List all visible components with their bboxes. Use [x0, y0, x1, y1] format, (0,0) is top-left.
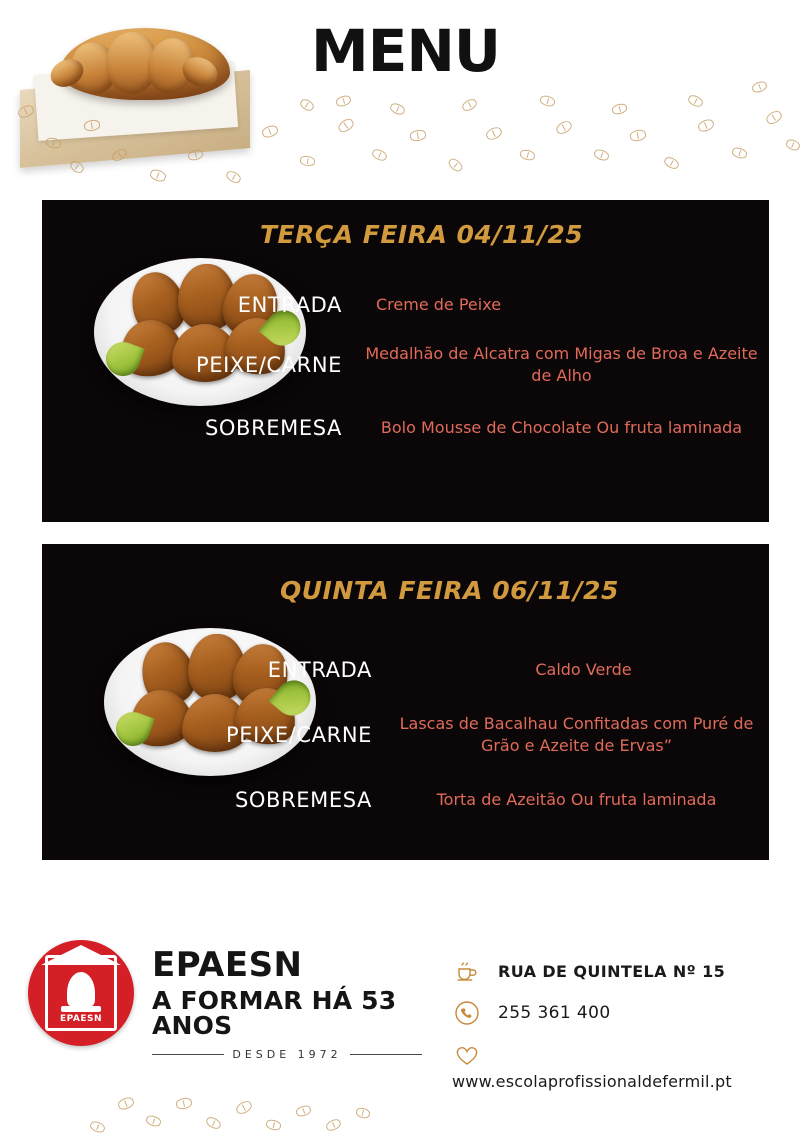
- course-label: SOBREMESA: [205, 416, 342, 440]
- day-title: TERÇA FEIRA 04/11/25: [260, 220, 584, 249]
- day-panel-terca: [42, 200, 769, 522]
- course-value: Creme de Peixe: [376, 295, 502, 315]
- contact-heart-row: [452, 1034, 792, 1076]
- brand-tagline: A FORMAR HÁ 53 ANOS: [152, 986, 397, 1040]
- course-value: Caldo Verde: [535, 660, 632, 680]
- course-value: Torta de Azeitão Ou fruta laminada: [436, 790, 717, 810]
- coffee-bean-icon: [663, 155, 681, 171]
- coffee-cup-icon: [452, 956, 482, 986]
- page-title: MENU: [311, 17, 500, 85]
- day-panel-quinta: [42, 544, 769, 860]
- coffee-bean-icon: [484, 125, 503, 142]
- coffee-bean-icon: [225, 169, 243, 185]
- divider-left: [152, 1054, 224, 1055]
- course-label: PEIXE/CARNE: [195, 353, 342, 377]
- coffee-bean-icon: [785, 138, 802, 153]
- coffee-bean-icon: [298, 97, 315, 113]
- coffee-bean-icon: [371, 147, 389, 162]
- phone-icon: [452, 998, 482, 1028]
- coffee-bean-icon: [325, 1117, 343, 1133]
- menu-rows: [192, 282, 767, 460]
- coffee-bean-icon: [461, 97, 479, 113]
- coffee-bean-icon: [336, 116, 355, 134]
- menu-rows: [192, 644, 767, 832]
- coffee-bean-icon: [629, 128, 647, 142]
- brand-since-row: [152, 1048, 422, 1061]
- coffee-bean-icon: [764, 109, 783, 127]
- page-header: [0, 0, 811, 190]
- logo-roof-icon: [41, 945, 121, 965]
- coffee-bean-icon: [89, 1120, 107, 1135]
- epaesn-logo: [28, 940, 134, 1046]
- menu-row: [192, 334, 767, 396]
- coffee-bean-icon: [389, 101, 407, 116]
- coffee-bean-icon: [687, 93, 705, 109]
- divider-right: [350, 1054, 422, 1055]
- coffee-bean-icon: [697, 117, 716, 133]
- coffee-bean-icon: [295, 1104, 312, 1118]
- brand-block: [152, 945, 422, 1061]
- logo-wordmark: EPAESN: [59, 1014, 103, 1024]
- coffee-bean-icon: [751, 80, 769, 95]
- course-value: Lascas de Bacalhau Confitadas com Puré de Grão e Azeite de Ervas”: [399, 714, 754, 755]
- page-footer: [0, 920, 811, 1147]
- menu-row: [192, 644, 767, 696]
- coffee-bean-icon: [299, 155, 316, 167]
- logo-bell-icon: [67, 972, 95, 1006]
- coffee-bean-icon: [355, 1106, 371, 1119]
- coffee-bean-icon: [234, 1099, 253, 1117]
- coffee-bean-icon: [175, 1096, 193, 1110]
- contact-address-row: [452, 950, 792, 992]
- coffee-bean-icon: [539, 94, 556, 108]
- menu-row: [192, 774, 767, 826]
- course-label: ENTRADA: [267, 658, 372, 682]
- logo-house-icon: [45, 955, 117, 1031]
- brand-name: EPAESN: [152, 945, 303, 985]
- coffee-bean-icon: [593, 148, 611, 163]
- coffee-bean-icon: [447, 156, 465, 173]
- coffee-bean-icon: [409, 129, 427, 143]
- day-title: QUINTA FEIRA 06/11/25: [280, 576, 619, 605]
- website-text[interactable]: www.escolaprofissionaldefermil.pt: [452, 1072, 732, 1091]
- coffee-bean-icon: [149, 168, 168, 184]
- coffee-bean-icon: [117, 1095, 136, 1111]
- menu-row: [192, 702, 767, 768]
- coffee-bean-icon: [205, 1115, 223, 1131]
- course-value: Bolo Mousse de Chocolate Ou fruta laminada: [380, 418, 743, 438]
- contact-phone-row[interactable]: [452, 992, 792, 1034]
- coffee-bean-icon: [554, 119, 573, 137]
- menu-row: [192, 402, 767, 454]
- coffee-bean-icon: [519, 148, 536, 162]
- course-label: ENTRADA: [237, 293, 342, 317]
- coffee-bean-icon: [611, 102, 628, 115]
- heart-icon: [452, 1040, 482, 1070]
- course-value: Medalhão de Alcatra com Migas de Broa e Azeite de Alho: [365, 344, 758, 385]
- course-label: SOBREMESA: [235, 788, 372, 812]
- coffee-bean-icon: [265, 1118, 282, 1131]
- course-label: PEIXE/CARNE: [225, 723, 372, 747]
- contact-block: [452, 950, 792, 1076]
- phone-text: 255 361 400: [498, 1003, 611, 1023]
- coffee-bean-icon: [335, 94, 352, 108]
- brand-since: DESDE 1972: [232, 1048, 342, 1061]
- coffee-bean-icon: [145, 1114, 162, 1128]
- menu-row: [192, 282, 767, 328]
- coffee-bean-icon: [731, 146, 748, 160]
- address-text: RUA DE QUINTELA Nº 15: [498, 961, 726, 981]
